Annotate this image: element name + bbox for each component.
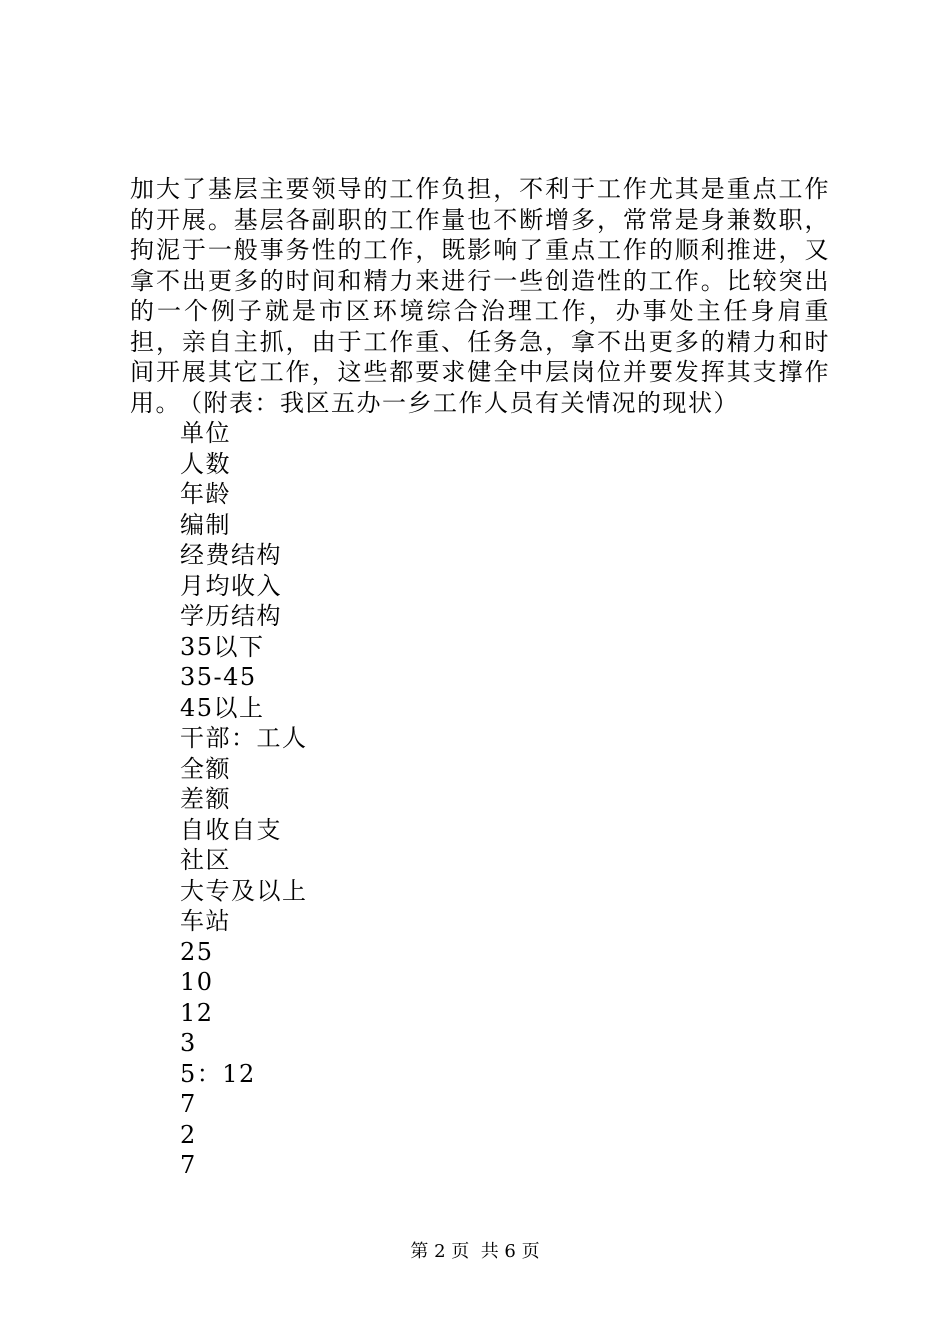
table-cell: 35以下 [180, 632, 265, 661]
table-cell-list [180, 418, 308, 1181]
table-cell: 全额 [180, 754, 231, 783]
table-cell: 10 [180, 968, 214, 996]
body-paragraph: 加大了基层主要领导的工作负担，不利于工作尤其是重点工作的开展。基层各副职的工作量也不断增多，常常是身兼数职，拘泥于一般事务性的工作，既影响了重点工作的顺利推进，又拿不出更多的时间和精力来进行一些创造性的工作。比较突出的一个例子就是市区环境综合治理工作，办事处主任身肩重担，亲自主抓，由于工作重、任务急，拿不出更多的精力和时间开展其它工作，这些都要求健全中层岗位并要发挥其支撑作用。 [130, 175, 830, 417]
table-cell: 5：12 [180, 1059, 256, 1088]
table-cell: 社区 [180, 846, 231, 874]
table-cell: 学历结构 [180, 602, 282, 630]
table-cell: 车站 [180, 907, 231, 935]
table-cell: 自收自支 [180, 815, 282, 844]
table-cell: 12 [180, 998, 214, 1027]
table-cell: 编制 [180, 510, 231, 539]
table-cell: 45以上 [180, 693, 265, 722]
table-cell: 差额 [180, 785, 231, 813]
table-cell: 人数 [180, 449, 231, 478]
table-cell: 干部：工人 [180, 724, 308, 752]
table-cell: 7 [180, 1090, 197, 1118]
table-cell: 25 [180, 937, 214, 966]
table-cell: 3 [180, 1029, 197, 1057]
table-cell: 2 [180, 1120, 197, 1149]
page-footer: 第 2 页 共 6 页 [410, 1241, 540, 1262]
table-cell: 7 [180, 1151, 197, 1179]
table-cell: 经费结构 [180, 541, 282, 569]
table-cell: 单位 [180, 419, 231, 447]
table-cell: 月均收入 [180, 571, 282, 600]
table-caption: （附表：我区五办一乡工作人员有关情况的现状） [178, 389, 739, 417]
table-cell: 大专及以上 [180, 876, 308, 905]
table-cell: 35-45 [180, 663, 257, 691]
table-cell: 年龄 [180, 480, 231, 508]
